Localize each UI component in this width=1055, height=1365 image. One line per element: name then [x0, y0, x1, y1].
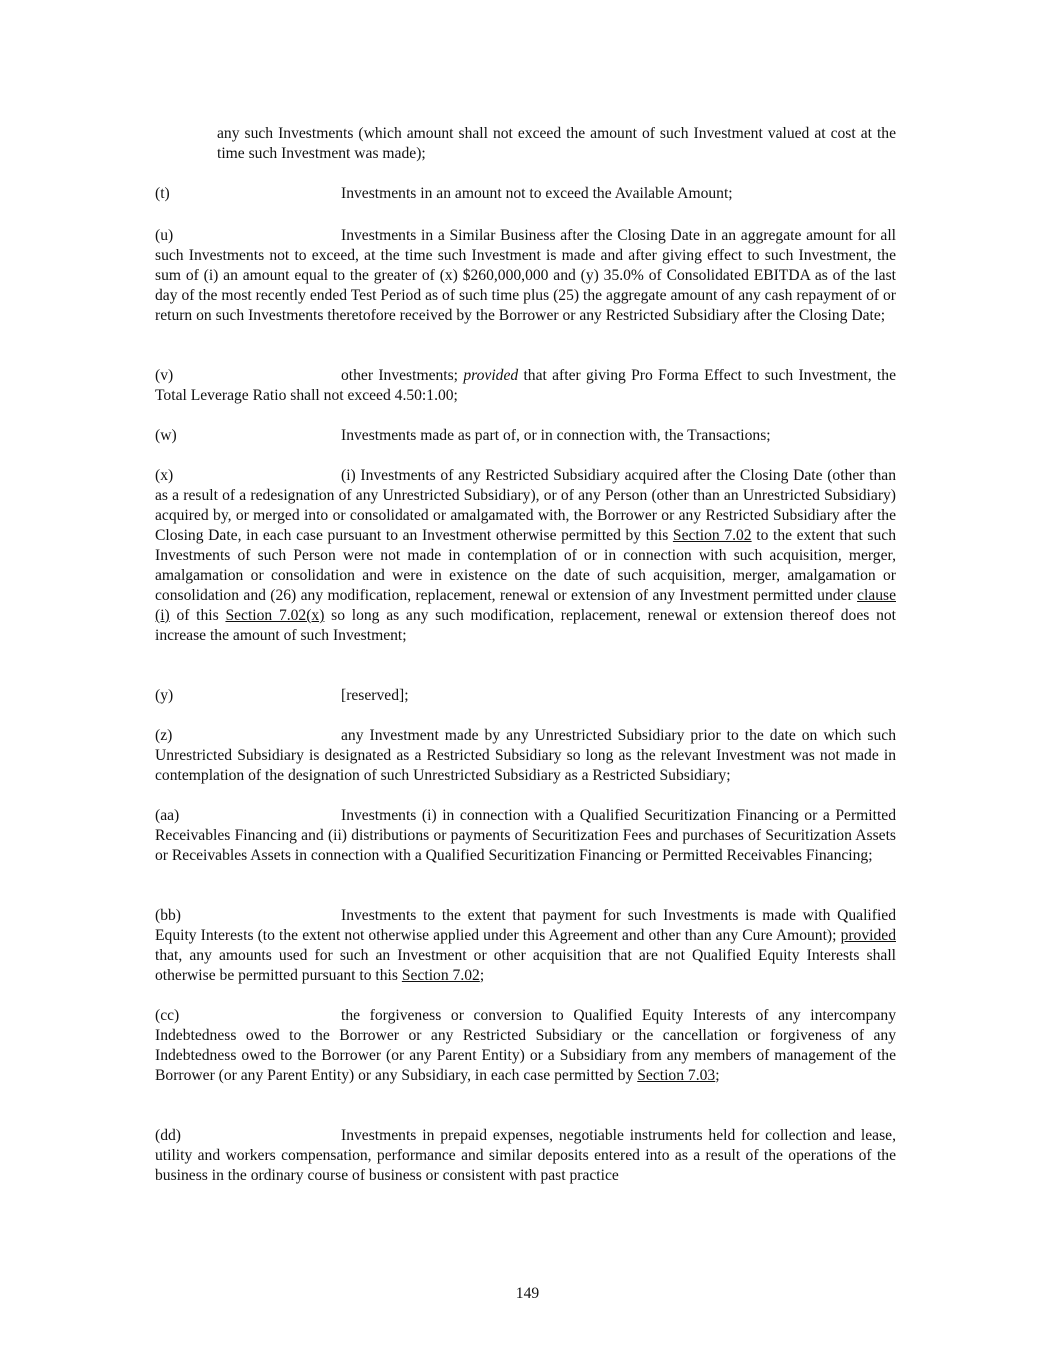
paragraph-z: [155, 726, 896, 786]
paragraph-dd: [155, 1126, 896, 1186]
text-segment: Investments in an amount not to exceed the Available Amount;: [341, 185, 733, 202]
section-reference: Section 7.02: [672, 527, 752, 544]
text-segment: Investments made as part of, or in connection with, the Transactions;: [341, 427, 771, 444]
paragraph-y: [155, 686, 896, 706]
paragraph-text: [217, 125, 896, 162]
text-segment: so long as any such modification, replacement, renewal or extension thereof does not increase the amount of such Investment;: [155, 607, 896, 644]
text-segment: the forgiveness or conversion to Qualified Equity Interests of any intercompany Indebtedness owed to the Borrower or any Restricted Subsidiary or the cancellation or forgiveness of any Indebtedness owed to the Borrower (or any Parent Entity) or a Subsidiary from any members of management of the Borrower (or any Parent Entity) or any Subsidiary, in each case permitted by: [155, 1007, 896, 1084]
clause-label: (v): [155, 367, 174, 384]
section-reference: Section 7.02: [401, 967, 480, 984]
text-segment: ;: [479, 967, 485, 984]
text-segment: Investments to the extent that payment for such Investments is made with Qualified Equity Interests (to the extent not otherwise applied under this Agreement and other than any Cure Amount);: [155, 907, 896, 944]
text-segment: to the extent that such Investments of such Person were not made in contemplation of or in connection with such acquisition, merger, amalgamation or consolidation and were in existence on the date of such acquisition, merger, amalgamation or consolidation and (26) any modification, replacement, renewal or extension of any Investment permitted under: [155, 527, 897, 604]
clause-label: (w): [155, 427, 177, 444]
paragraph-u: [155, 226, 896, 326]
clause-label: (z): [155, 727, 173, 744]
clause-label: (aa): [155, 807, 180, 824]
clause-label: (bb): [155, 907, 181, 924]
clause-label: (dd): [155, 1127, 181, 1144]
clause-reference: clause (i): [155, 587, 896, 624]
paragraph-continuation: [217, 124, 896, 164]
paragraph-t: [155, 184, 896, 204]
text-segment: other Investments;: [341, 367, 464, 384]
section-reference: Section 7.02(x): [225, 607, 325, 624]
paragraph-aa: [155, 806, 896, 866]
text-segment: any such Investments (which amount shall not exceed the amount of such Investment valued at cost at the time such Investment was made);: [217, 125, 896, 162]
text-segment: that after giving Pro Forma Effect to such Investment, the Total Leverage Ratio shall not exceed 4.50:1.00;: [155, 367, 896, 404]
clause-label: (x): [155, 467, 174, 484]
paragraph-v: [155, 366, 896, 406]
text-segment: (i) Investments of any Restricted Subsidiary acquired after the Closing Date (other than as a result of a redesignation of any Unrestricted Subsidiary), or of any Person (other than an Unrestricted Subsidiary) acquired by, or merged into or consolidated or amalgamated with, the Borrower or any Restricted Subsidiary after the Closing Date, in each case pursuant to an Investment otherwise permitted by this: [155, 467, 896, 544]
paragraph-bb: [155, 906, 896, 986]
text-segment: that, any amounts used for such an Investment or other acquisition that are not Qualified Equity Interests shall otherwise be permitted pursuant to this: [155, 947, 896, 984]
text-segment: Investments (i) in connection with a Qualified Securitization Financing or a Permitted Receivables Financing and (ii) distributions or payments of Securitization Fees and purchases of Securitization Assets or Receivables Assets in connection with a Qualified Securitization Financing or Permitted Receivables Financing;: [155, 807, 896, 864]
section-reference: Section 7.03: [637, 1067, 716, 1084]
text-segment: any Investment made by any Unrestricted Subsidiary prior to the date on which such Unrestricted Subsidiary is designated as a Restricted Subsidiary so long as the relevant Investment was not made in contemplation of the designation of such Unrestricted Subsidiary as a Restricted Subsidiary;: [155, 727, 896, 784]
page-number: 149: [515, 1285, 540, 1302]
paragraph-x: [155, 466, 896, 646]
clause-label: (u): [155, 227, 174, 244]
clause-label: (cc): [155, 1007, 180, 1024]
text-segment: ;: [715, 1067, 720, 1084]
text-segment: Investments in prepaid expenses, negotiable instruments held for collection and lease, utility and workers compensation, performance and similar deposits entered into as a result of the operations of the business in the ordinary course of business or consistent with past practice: [155, 1127, 896, 1184]
text-segment: [reserved];: [341, 687, 409, 704]
paragraph-w: [155, 426, 896, 446]
paragraph-cc: [155, 1006, 896, 1086]
text-segment: of this: [169, 607, 226, 624]
clause-label: (t): [155, 185, 170, 202]
paragraph-text: [155, 466, 896, 646]
defined-term-reference: provided: [840, 927, 896, 944]
clause-label: (y): [155, 687, 174, 704]
text-segment-italic: provided: [463, 367, 519, 384]
text-segment: Investments in a Similar Business after the Closing Date in an aggregate amount for all such Investments not to exceed, at the time such Investment is made and after giving effect to such Investment, the sum of (i) an amount equal to the greater of (x) $260,000,000 and (y) 35.0% of Consolidated EBITDA as of the last day of the most recently ended Test Period as of such time plus (25) the aggregate amount of any cash repayment of or return on such Investments theretofore received by the Borrower or any Restricted Subsidiary after the Closing Date;: [155, 227, 896, 324]
